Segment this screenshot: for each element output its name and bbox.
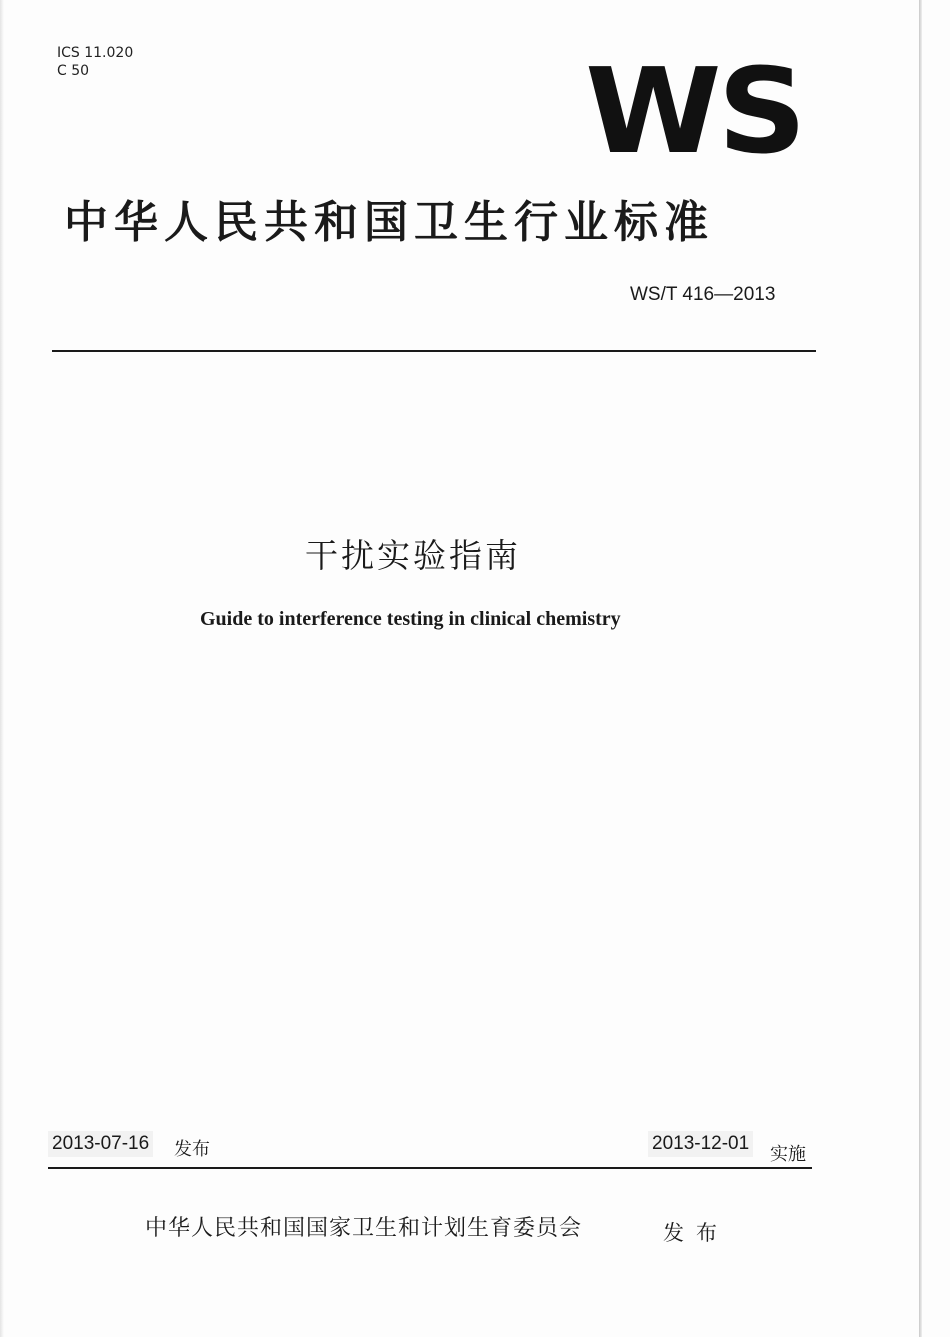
ics-code: ICS 11.020 [57,45,134,61]
scan-shadow-left [0,0,4,1337]
implementation-date: 2013-12-01 [648,1131,753,1157]
ccs-code: C 50 [57,63,90,79]
ws-logo: WS [585,42,803,180]
scan-shadow-right [919,0,922,1337]
bottom-divider [48,1167,812,1169]
implementation-label: 实施 [770,1144,806,1165]
classification-codes [57,44,133,80]
standard-number: WS/T 416—2013 [630,284,776,305]
issuer-action-label: 发布 [663,1221,729,1245]
issue-date: 2013-07-16 [48,1131,153,1157]
standard-category: 中华人民共和国卫生行业标准 [64,197,714,248]
issuing-authority: 中华人民共和国国家卫生和计划生育委员会 [145,1216,583,1241]
issue-label: 发布 [174,1139,210,1160]
top-divider [52,350,816,352]
title-english: Guide to interference testing in clinical chemistry [200,608,621,630]
title-chinese: 干扰实验指南 [305,536,521,575]
